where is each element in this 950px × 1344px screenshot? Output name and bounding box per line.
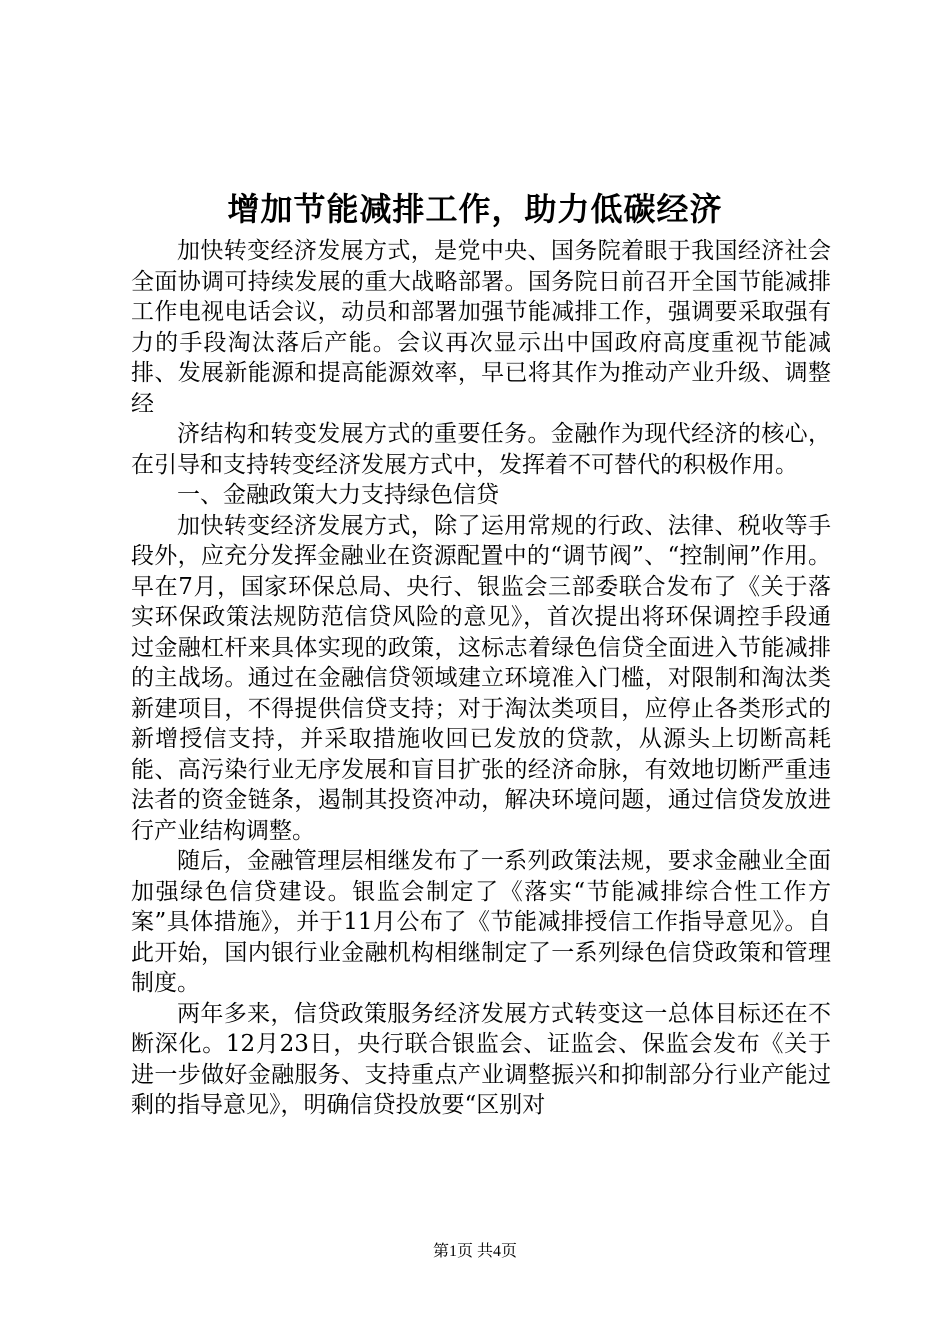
paragraph: 加快转变经济发展方式，除了运用常规的行政、法律、税收等手段外，应充分发挥金融业在资源配置中的“调节阀”、“控制闸”作用。早在7月，国家环保总局、央行、银监会三部委联合发布了《关于落实环保政策法规防范信贷风险的意见》，首次提出将环保调控手段通过金融杠杆来具体实现的政策，这标志着绿色信贷全面进入节能减排的主战场。通过在金融信贷领域建立环境准入门槛，对限制和淘汰类新建项目，不得提供信贷支持；对于淘汰类项目，应停止各类形式的新增授信支持，并采取措施收回已发放的贷款，从源头上切断高耗能、高污染行业无序发展和盲目扩张的经济命脉，有效地切断严重违法者的资金链条，遏制其投资冲动，解决环境问题，通过信贷发放进行产业结构调整。 [131, 512, 831, 844]
document-title: 增加节能减排工作，助力低碳经济 [227, 190, 723, 228]
section-heading: 一、金融政策大力支持绿色信贷 [177, 482, 499, 508]
document-body [131, 236, 831, 1121]
page-footer: 第1页 共4页 [432, 1243, 517, 1260]
paragraph: 加快转变经济发展方式，是党中央、国务院着眼于我国经济社会全面协调可持续发展的重大战略部署。国务院日前召开全国节能减排工作电视电话会议，动员和部署加强节能减排工作，强调要采取强有力的手段淘汰落后产能。会议再次显示出中国政府高度重视节能减排、发展新能源和提高能源效率，早已将其作为推动产业升级、调整经 [131, 238, 831, 417]
paragraph: 两年多来，信贷政策服务经济发展方式转变这一总体目标还在不断深化。12月23日，央行联合银监会、证监会、保监会发布《关于进一步做好金融服务、支持重点产业调整振兴和抑制部分行业产能过剩的指导意见》，明确信贷投放要“区别对 [131, 1000, 831, 1118]
paragraph: 济结构和转变发展方式的重要任务。金融作为现代经济的核心，在引导和支持转变经济发展方式中，发挥着不可替代的积极作用。 [131, 421, 831, 478]
paragraph: 随后，金融管理层相继发布了一系列政策法规，要求金融业全面加强绿色信贷建设。银监会制定了《落实“节能减排综合性工作方案”具体措施》，并于11月公布了《节能减排授信工作指导意见》。自此开始，国内银行业金融机构相继制定了一系列绿色信贷政策和管理制度。 [131, 848, 831, 996]
